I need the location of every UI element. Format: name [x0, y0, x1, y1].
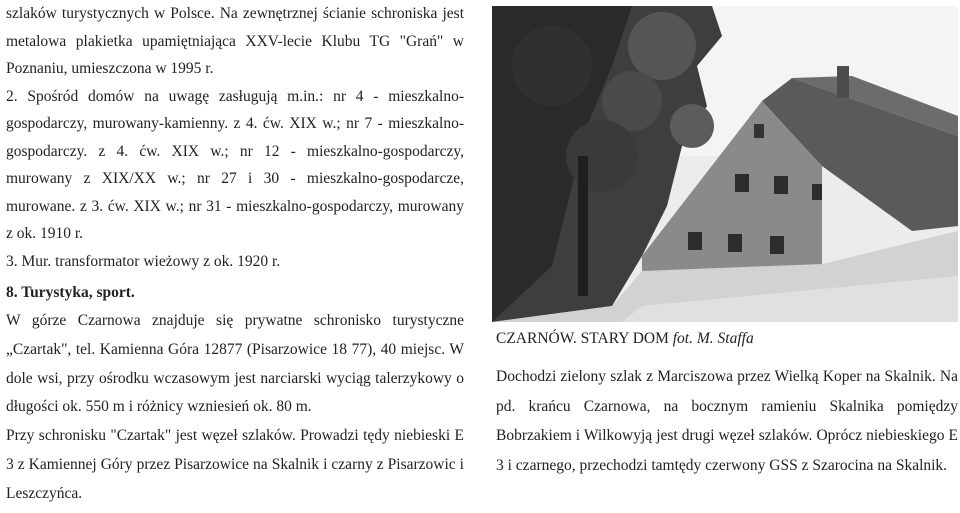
paragraph-shelter-plaque: szlaków turystycznych w Polsce. Na zewnętrznej ścianie schroniska jest metalowa plakietka upamiętniająca XXV-lecie Klubu TG "Grań" w Poznaniu, umieszczona w 1995 r.: [6, 5, 464, 77]
paragraph-trail-junction: Przy schronisku "Czartak" jest węzeł szlaków. Prowadzi tędy niebieski E 3 z Kamiennej Góry przez Pisarzowice na Skalnik i czarny z Pisarzowic i Leszczyńca.: [6, 427, 464, 502]
paragraph-transformer: 3. Mur. transformator wieżowy z ok. 1920 r.: [6, 252, 281, 270]
left-column: [6, 0, 464, 509]
paragraph-green-trail: Dochodzi zielony szlak z Marciszowa przez Wielką Koper na Skalnik. Na pd. krańcu Czarnowa, na bocznym ramieniu Skalnika pomiędzy Bobrzakiem i Wilkowyją jest drugi węzeł szlaków. Oprócz niebieskiego E 3 i czarnego, przechodzi tamtędy czerwony GSS z Szarocina na Skalnik.: [496, 368, 958, 474]
paragraph-houses: 2. Spośród domów na uwagę zasługują m.in.: nr 4 - mieszkalno-gospodarczy, murowany-kamienny. z 4. ćw. XIX w.; nr 7 - mieszkalno-gospodarczy. z 4. ćw. XIX w.; nr 12 - mieszkalno-gospodarczy, murowany z XIX/XX w.; nr 27 i 30 - mieszkalno-gospodarcze, murowane. z 3. ćw. XIX w.; nr 31 - mieszkalno-gospodarczy, murowany z ok. 1910 r.: [6, 87, 464, 242]
caption-credit: fot. M. Staffa: [672, 330, 754, 347]
photo-caption: [496, 328, 958, 350]
photo-old-house: [492, 6, 958, 322]
section-heading: 8. Turystyka, sport.: [6, 284, 135, 301]
caption-title: CZARNÓW. STARY DOM: [496, 330, 669, 347]
paragraph-czartak-shelter: W górze Czarnowa znajduje się prywatne schronisko turystyczne „Czartak", tel. Kamienna Góra 12877 (Pisarzowice 18 77), 40 miejsc. W dole wsi, przy ośrodku wczasowym jest narciarski wyciąg talerzykowy o długości ok. 550 m i różnicy wzniesień ok. 80 m.: [6, 312, 464, 416]
